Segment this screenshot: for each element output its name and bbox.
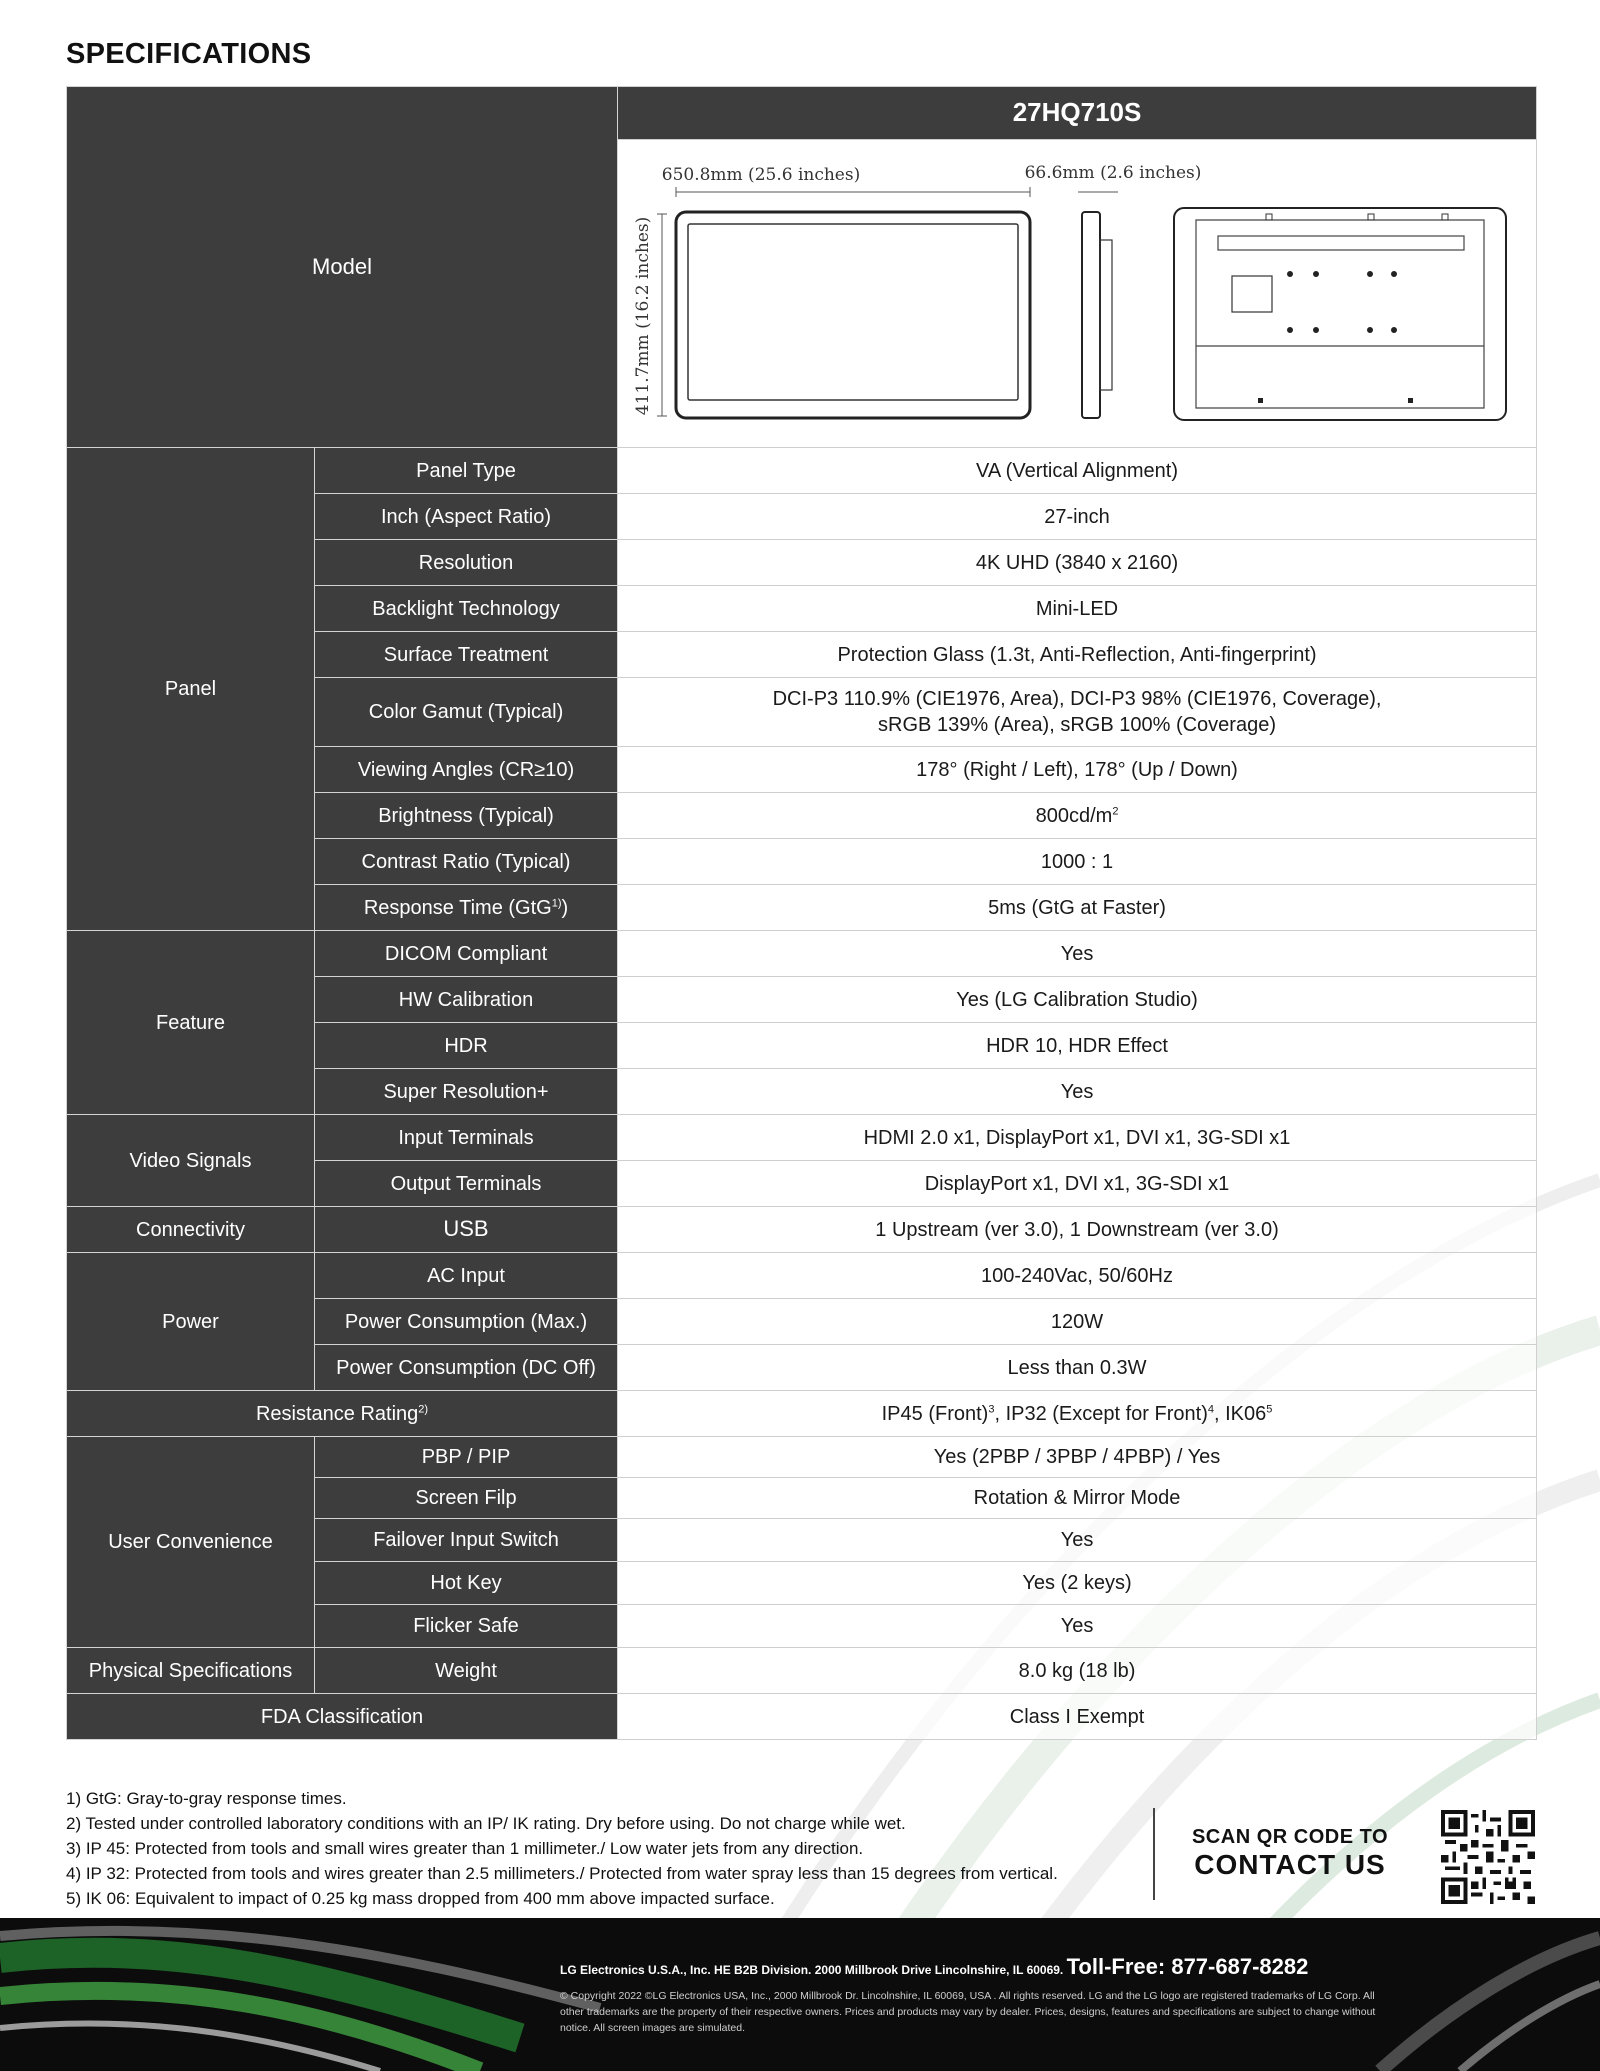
qr-callout: [1172, 1826, 1408, 1881]
spec-value: 178° (Right / Left), 178° (Up / Down): [618, 747, 1537, 793]
spec-label-text: Response Time (GtG: [363, 896, 552, 919]
spec-value: Yes (2PBP / 3PBP / 4PBP) / Yes: [618, 1437, 1537, 1478]
spec-label: AC Input: [315, 1253, 618, 1299]
spec-label: PBP / PIP: [315, 1437, 618, 1478]
spec-value-line: sRGB 139% (Area), sRGB 100% (Coverage): [878, 714, 1276, 736]
spec-table: [66, 86, 1537, 1740]
spec-value: Yes: [618, 931, 1537, 977]
back-view-outline: [1174, 208, 1506, 420]
spec-value: HDMI 2.0 x1, DisplayPort x1, DVI x1, 3G-SDI x1: [618, 1115, 1537, 1161]
dimension-drawing: [618, 140, 1537, 448]
spec-label: Panel Type: [315, 448, 618, 494]
spec-value: DisplayPort x1, DVI x1, 3G-SDI x1: [618, 1161, 1537, 1207]
spec-row: [67, 1115, 1537, 1161]
spec-value-multiline: [618, 678, 1537, 747]
spec-label: USB: [315, 1207, 618, 1253]
toll-free-number[interactable]: Toll-Free: 877-687-8282: [1066, 1954, 1309, 1979]
spec-label: HDR: [315, 1023, 618, 1069]
resistance-value-part: , IK06: [1214, 1402, 1267, 1425]
group-label-user-convenience: User Convenience: [67, 1437, 315, 1648]
spec-label: Power Consumption (DC Off): [315, 1345, 618, 1391]
group-label-video-signals: Video Signals: [67, 1115, 315, 1207]
spec-row: [67, 1207, 1537, 1253]
footnote: 5) IK 06: Equivalent to impact of 0.25 kg mass dropped from 400 mm above impacted surface.: [66, 1889, 775, 1908]
spec-value: 1 Upstream (ver 3.0), 1 Downstream (ver 3.0): [618, 1207, 1537, 1253]
footnote-ref: 4: [1207, 1402, 1214, 1415]
group-label-connectivity: Connectivity: [67, 1207, 315, 1253]
spec-row: [67, 1391, 1537, 1437]
spec-label: Surface Treatment: [315, 632, 618, 678]
spec-value: Yes (LG Calibration Studio): [618, 977, 1537, 1023]
spec-row: [67, 448, 1537, 494]
width-dimension-label: 650.8mm (25.6 inches): [661, 165, 861, 185]
group-label-physical: Physical Specifications: [67, 1648, 315, 1694]
spec-value: 4K UHD (3840 x 2160): [618, 540, 1537, 586]
group-label-power: Power: [67, 1253, 315, 1391]
footnote: 3) IP 45: Protected from tools and small wires greater than 1 millimeter./ Low water jets from any direction.: [66, 1839, 864, 1858]
spec-label: Inch (Aspect Ratio): [315, 494, 618, 540]
resistance-value-part: IP45 (Front): [881, 1402, 989, 1425]
spec-label: HW Calibration: [315, 977, 618, 1023]
footnote-ref: 1): [551, 896, 562, 909]
spec-label: Super Resolution+: [315, 1069, 618, 1115]
front-view-outline: [676, 212, 1030, 418]
spec-value: Yes: [618, 1519, 1537, 1562]
spec-row: [67, 1253, 1537, 1299]
spec-label: Backlight Technology: [315, 586, 618, 632]
spec-value-text: 800cd/m: [1035, 804, 1113, 827]
spec-value: HDR 10, HDR Effect: [618, 1023, 1537, 1069]
spec-row: [67, 1648, 1537, 1694]
model-name: 27HQ710S: [618, 87, 1537, 140]
footnotes: [66, 1786, 1126, 1911]
spec-value: VA (Vertical Alignment): [618, 448, 1537, 494]
copyright-notice: © Copyright 2022 ©LG Electronics USA, Inc., 2000 Millbrook Dr. Lincolnshire, IL 60069, USA . All rights reserved. LG and the LG logo are registered trademarks of LG Corp. All other trademarks are the property of their respective owners. Prices and products may vary by dealer. Prices, designs, features and specifications are subject to change without notice. All screen images are simulated.: [560, 1990, 1376, 2034]
spec-label: Viewing Angles (CR≥10): [315, 747, 618, 793]
fda-label: FDA Classification: [67, 1694, 618, 1740]
footer: [0, 1918, 1600, 2071]
spec-label: Screen Filp: [315, 1478, 618, 1519]
spec-label: Contrast Ratio (Typical): [315, 839, 618, 885]
spec-value: 100-240Vac, 50/60Hz: [618, 1253, 1537, 1299]
spec-value: 8.0 kg (18 lb): [618, 1648, 1537, 1694]
spec-value: Yes: [618, 1069, 1537, 1115]
resistance-value-part: , IP32 (Except for Front): [994, 1402, 1208, 1425]
spec-row: [67, 931, 1537, 977]
footnote-ref: 5: [1266, 1402, 1273, 1415]
model-label: Model: [67, 87, 618, 448]
resistance-label-text: Resistance Rating: [255, 1402, 419, 1425]
spec-value: [618, 793, 1537, 839]
side-view-outline: [1082, 212, 1100, 418]
model-header-row: [67, 87, 1537, 140]
spec-value: 27-inch: [618, 494, 1537, 540]
spec-row: [67, 1437, 1537, 1478]
spec-value-line: DCI-P3 110.9% (CIE1976, Area), DCI-P3 98% (CIE1976, Coverage),: [772, 688, 1382, 710]
height-dimension-label: 411.7mm (16.2 inches): [633, 216, 654, 416]
qr-code-icon[interactable]: [1441, 1810, 1535, 1904]
spec-value: Mini-LED: [618, 586, 1537, 632]
superscript: 2: [1112, 804, 1119, 817]
footnote: 1) GtG: Gray-to-gray response times.: [66, 1789, 347, 1808]
spec-label: Power Consumption (Max.): [315, 1299, 618, 1345]
spec-label: Input Terminals: [315, 1115, 618, 1161]
footer-address: [560, 1954, 1308, 1980]
spec-value: 1000 : 1: [618, 839, 1537, 885]
spec-label: Resolution: [315, 540, 618, 586]
resistance-value: [618, 1391, 1537, 1437]
spec-value: 5ms (GtG at Faster): [618, 885, 1537, 931]
spec-label: DICOM Compliant: [315, 931, 618, 977]
spec-label: Hot Key: [315, 1562, 618, 1605]
page-title: SPECIFICATIONS: [66, 38, 312, 70]
group-label-panel: Panel: [67, 448, 315, 931]
spec-label: Brightness (Typical): [315, 793, 618, 839]
qr-callout-line2: CONTACT US: [1194, 1849, 1386, 1880]
footnote-ref: 2): [418, 1402, 429, 1415]
spec-value: Protection Glass (1.3t, Anti-Reflection, Anti-fingerprint): [618, 632, 1537, 678]
spec-row: [67, 1694, 1537, 1740]
spec-label: Output Terminals: [315, 1161, 618, 1207]
footnote: 2) Tested under controlled laboratory conditions with an IP/ IK rating. Dry before using. Do not charge while wet.: [66, 1814, 906, 1833]
spec-label-tail: ): [561, 896, 569, 919]
spec-label: Color Gamut (Typical): [315, 678, 618, 747]
spec-value: Yes (2 keys): [618, 1562, 1537, 1605]
qr-callout-line1: SCAN QR CODE TO: [1191, 1826, 1389, 1848]
spec-label: Weight: [315, 1648, 618, 1694]
fda-value: Class I Exempt: [618, 1694, 1537, 1740]
company-address: LG Electronics U.S.A., Inc. HE B2B Division. 2000 Millbrook Drive Lincolnshire, IL 60069.: [560, 1963, 1064, 1977]
footnote: 4) IP 32: Protected from tools and wires greater than 2.5 millimeters./ Protected from water spray less than 15 degrees from vertical.: [66, 1864, 1058, 1883]
spec-label: Failover Input Switch: [315, 1519, 618, 1562]
resistance-label: [67, 1391, 618, 1437]
spec-label: Flicker Safe: [315, 1605, 618, 1648]
spec-value: Less than 0.3W: [618, 1345, 1537, 1391]
depth-dimension-label: 66.6mm (2.6 inches): [1024, 163, 1202, 183]
spec-value: Yes: [618, 1605, 1537, 1648]
spec-value: Rotation & Mirror Mode: [618, 1478, 1537, 1519]
spec-label: [315, 885, 618, 931]
footnote-ref: 3: [988, 1402, 995, 1415]
qr-divider: [1153, 1808, 1155, 1900]
group-label-feature: Feature: [67, 931, 315, 1115]
spec-value: 120W: [618, 1299, 1537, 1345]
